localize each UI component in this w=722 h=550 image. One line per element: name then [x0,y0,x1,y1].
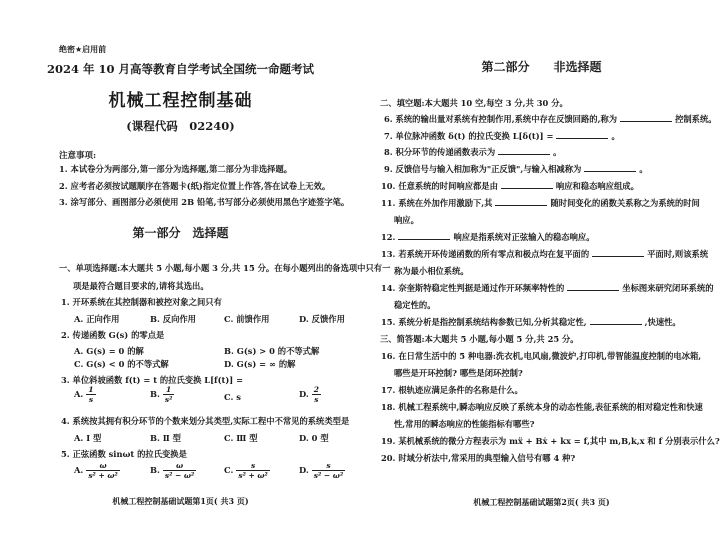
question-19: 19. 某机械系统的微分方程表示为 mẍ + Bẋ + kx = f,其中 m,B,k,x 和 f 分别表示什么? [381,436,720,446]
q5-option-d [299,461,345,480]
answer-blank [398,231,450,240]
question-16: 16. 在日常生活中的 5 种电器:洗衣机,电风扇,微波炉,打印机,带智能温度控制的电冰箱, [381,351,702,361]
option-label: B. [150,389,160,399]
question-6 [384,113,717,125]
q4-option-c: C. Ⅲ 型 [224,433,258,443]
question-7 [384,130,620,142]
q5-option-a [74,461,120,480]
option-label: D. [299,389,309,399]
question-3: 3. 单位斜坡函数 f(t) = t 的拉氏变换 L[f(t)] = [61,375,244,385]
q5-option-b [150,461,196,480]
question-text: 8. 积分环节的传递函数表示为 [384,147,496,157]
q1-option-a: A. 正向作用 [74,314,120,324]
fraction [86,385,95,404]
denominator: s² [164,395,173,404]
q1-option-c: C. 前馈作用 [224,314,270,324]
question-11-cont: 响应。 [394,215,419,225]
section-two-header: 二、填空题:本大题共 10 空,每空 3 分,共 30 分。 [380,98,568,108]
notes-heading: 注意事项: [59,151,97,161]
question-2: 2. 传递函数 G(s) 的零点是 [61,330,165,340]
note-item: 1. 本试卷分为两部分,第一部分为选择题,第二部分为非选择题。 [59,164,293,174]
question-text: 响应是指系统对正弦输入的稳态响应。 [453,232,595,242]
subject-title: 机械工程控制基础 [108,91,253,111]
q2-option-b: B. G(s) > 0 的不等式解 [224,346,320,356]
confidential-label: 绝密★启用前 [59,45,107,54]
answer-blank [495,197,547,206]
page-footer: 机械工程控制基础试题第2页( 共3 页) [473,497,610,507]
question-text: 10. 任意系统的时间响应都是由 [381,181,498,191]
question-text: 。 [639,164,648,174]
question-text: 15. 系统分析是指控制系统结构参数已知,分析其稳定性, [381,317,587,327]
question-text: 平面时,则该系统 [647,249,709,259]
option-label: B. [150,465,160,475]
question-text: 坐标图来研究闭环系统的 [622,283,714,293]
question-text: 12. [381,232,396,242]
fraction [236,461,269,480]
denominator: s² + ω² [88,471,118,480]
question-18: 18. 机械工程系统中,瞬态响应反映了系统本身的动态性能,表征系统的相对稳定性和快速 [381,402,703,412]
question-17: 17. 根轨迹应满足条件的名称是什么。 [381,385,523,395]
question-text: 9. 反馈信号与输入相加称为"正反馈",与输入相减称为 [384,164,582,174]
fraction [312,461,345,480]
numerator: 1 [88,385,94,394]
question-4: 4. 系统按其拥有积分环节的个数来划分其类型,实际工程中不常见的系统类型是 [61,416,350,426]
numerator: 1 [163,385,175,395]
answer-blank [498,146,550,155]
denominator: s [88,395,94,404]
section-one-header: 一、单项选择题:本大题共 5 小题,每小题 3 分,共 15 分。在每小题列出的备选项中只有一 [59,263,391,273]
q4-option-b: B. Ⅱ 型 [150,433,181,443]
answer-blank [567,282,619,291]
question-5: 5. 正弦函数 sinωt 的拉氏变换是 [61,449,187,459]
q2-option-c: C. G(s) < 0 的不等式解 [74,359,169,369]
question-8 [384,146,561,158]
option-label: C. [224,465,234,475]
section-one-header-cont: 项是最符合题目要求的,请将其选出。 [73,281,209,291]
question-14-cont: 稳定性的。 [394,300,436,310]
question-16-cont: 哪些是开环控制? 哪些是闭环控制? [394,368,523,378]
question-text: 控制系统。 [675,114,717,124]
question-9 [384,163,648,175]
question-10 [381,180,639,192]
question-text: 11. 系统在外加作用激励下,其 [381,198,493,208]
note-item: 3. 涂写部分、画图部分必须使用 2B 铅笔,书写部分必须使用黑色字迹签字笔。 [59,197,350,207]
q3-option-d [299,385,321,404]
option-label: A. [74,465,84,475]
option-label: D. [299,465,309,475]
question-14 [381,282,714,294]
answer-blank [584,163,636,172]
question-1: 1. 开环系统在其控制器和被控对象之间只有 [61,297,222,307]
question-13 [381,248,708,260]
numerator: ω [163,461,196,471]
question-text: 6. 系统的输出量对系统有控制作用,系统中存在反馈回路的,称为 [384,114,618,124]
question-11 [381,197,700,209]
question-text: 14. 奈奎斯特稳定性判据是通过作开环频率特性的 [381,283,565,293]
question-13-cont: 称为最小相位系统。 [394,266,469,276]
question-20: 20. 时域分析法中,常采用的典型输入信号有哪 4 种? [381,453,576,463]
question-12 [381,231,595,243]
q4-option-a: A. Ⅰ 型 [74,433,102,443]
part-two-title: 第二部分 非选择题 [481,60,602,74]
question-text: 。 [553,147,562,157]
numerator: ω [86,461,119,471]
course-code: (课程代码 02240) [126,119,235,133]
denominator: s² + ω² [238,471,268,480]
fraction [163,461,196,480]
denominator: s² − ω² [164,471,195,480]
denominator: s² − ω² [313,471,344,480]
numerator: 2 [313,385,320,394]
question-text: 随时间变化的函数关系称之为系统的时间 [550,198,700,208]
q1-option-d: D. 反馈作用 [299,314,345,324]
answer-blank [556,130,608,139]
question-text: 13. 若系统开环传递函数的所有零点和极点均在复平面的 [381,249,590,259]
fraction [163,385,175,404]
exam-title: 2024 年 10 月高等教育自学考试全国统一命题考试 [46,62,315,76]
question-text: 。 [611,131,620,141]
answer-blank [620,113,672,122]
question-text: 响应和稳态响应组成。 [555,181,639,191]
numerator: s [312,461,345,471]
question-text: ,快速性。 [644,317,681,327]
denominator: s [314,395,319,404]
q1-option-b: B. 反向作用 [150,314,196,324]
answer-blank [592,248,644,257]
question-18-cont: 性,常用的瞬态响应的性能指标有哪些? [394,419,535,429]
q3-option-c: C. s [224,392,241,402]
numerator: s [236,461,269,471]
q4-option-d: D. 0 型 [299,433,329,443]
question-15 [381,316,681,328]
exam-page-2 [361,0,722,550]
part-one-title: 第一部分 选择题 [132,226,229,240]
fraction [86,461,119,480]
q2-option-a: A. G(s) = 0 的解 [74,346,144,356]
answer-blank [501,180,553,189]
q3-option-a [74,385,96,404]
section-three-header: 三、简答题:本大题共 5 小题,每小题 5 分,共 25 分。 [380,334,579,344]
answer-blank [590,316,642,325]
page-footer: 机械工程控制基础试题第1页( 共3 页) [112,496,249,506]
q3-option-b [150,385,174,404]
option-label: A. [74,389,84,399]
fraction [312,385,321,404]
note-item: 2. 应考者必须按试题顺序在答题卡(纸)指定位置上作答,答在试卷上无效。 [59,181,331,191]
q5-option-c [224,461,270,480]
q2-option-d: D. G(s) = ∞ 的解 [224,359,296,369]
question-text: 7. 单位脉冲函数 δ(t) 的拉氏变换 L[δ(t)] = [384,131,554,141]
